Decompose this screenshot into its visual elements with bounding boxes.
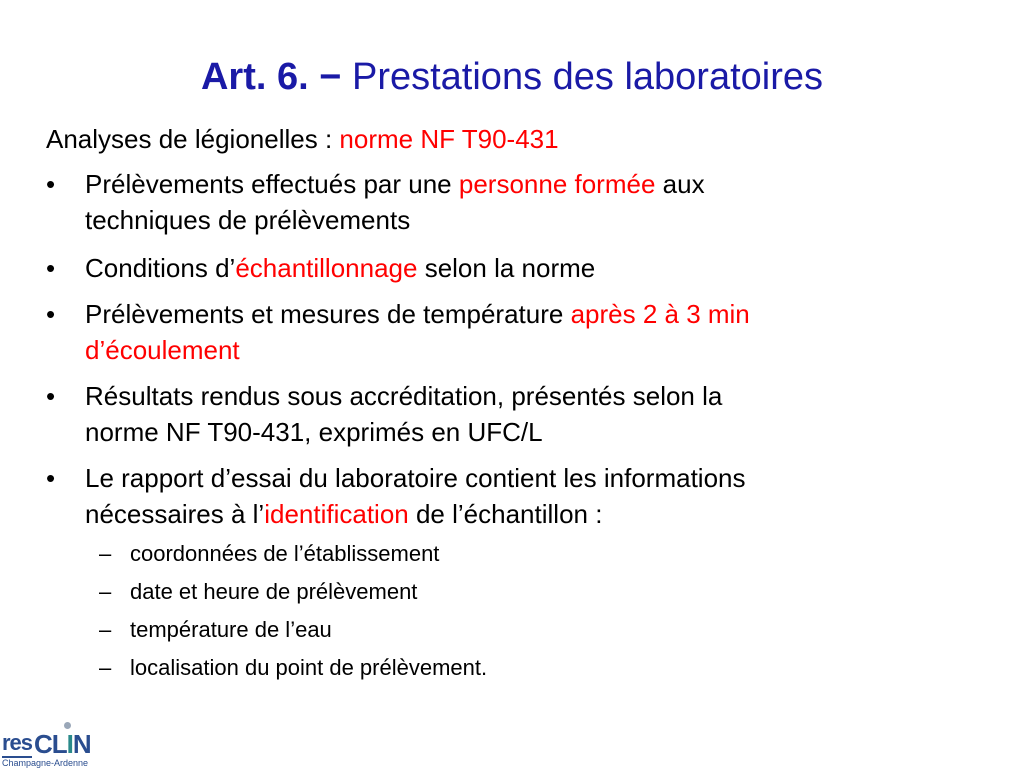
bullet-icon: • [46, 299, 56, 329]
bullet-icon: • [46, 381, 56, 411]
logo-clin-text [34, 729, 91, 760]
bullet-icon: • [46, 169, 56, 199]
bullet-highlight: personne formée [458, 169, 656, 199]
bullet-text: techniques de prélèvements [85, 205, 411, 235]
intro-line [46, 122, 559, 156]
dash-icon: – [99, 655, 112, 680]
sub-item-text: localisation du point de prélèvement. [130, 655, 488, 680]
slide-title [0, 54, 1024, 100]
bullet-text: Prélèvements et mesures de température [85, 299, 571, 329]
intro-text: Analyses de légionelles : [46, 124, 340, 154]
title-article-number: Art. 6. − [200, 56, 342, 98]
logo-clin-cl: CL [34, 729, 67, 759]
bullet-line [85, 496, 602, 532]
logo-clin-i: I [66, 729, 73, 759]
bullet-line [85, 166, 705, 202]
bullet-line [85, 296, 750, 332]
bullet-text: nécessaires à l’ [85, 499, 265, 529]
bullet-text: selon la norme [417, 253, 596, 283]
bullet-icon: • [46, 253, 56, 283]
dash-icon: – [99, 579, 112, 604]
bullet-text: Le rapport d’essai du laboratoire contient les informations [85, 463, 746, 493]
bullet-line [85, 250, 595, 286]
bullet-text: Conditions d’ [85, 253, 236, 283]
bullet-highlight: échantillonnage [235, 253, 418, 283]
sub-item-text: coordonnées de l’établissement [130, 541, 440, 566]
bullet-text: Résultats rendus sous accréditation, présentés selon la [85, 381, 723, 411]
bullet-text: aux [655, 169, 705, 199]
dash-icon: – [99, 617, 112, 642]
bullet-highlight: identification [264, 499, 409, 529]
logo-clin-n: N [72, 729, 91, 759]
logo-res-text: res [2, 730, 33, 755]
logo-region-text: Champagne-Ardenne [2, 758, 89, 768]
sub-item-text: température de l’eau [130, 617, 332, 642]
dash-icon: – [99, 541, 112, 566]
title-text: Prestations des laboratoires [351, 56, 824, 98]
logo-dot-icon [64, 722, 71, 729]
bullet-icon: • [46, 463, 56, 493]
resclin-logo [0, 722, 110, 768]
bullet-text: norme NF T90-431, exprimés en UFC/L [85, 417, 543, 447]
sub-item-text: date et heure de prélèvement [130, 579, 418, 604]
bullet-text: de l’échantillon : [408, 499, 603, 529]
bullet-text: Prélèvements effectués par une [85, 169, 459, 199]
bullet-highlight: après 2 à 3 min [570, 299, 750, 329]
intro-highlight: norme NF T90-431 [339, 124, 559, 154]
bullet-highlight: d’écoulement [85, 335, 240, 365]
